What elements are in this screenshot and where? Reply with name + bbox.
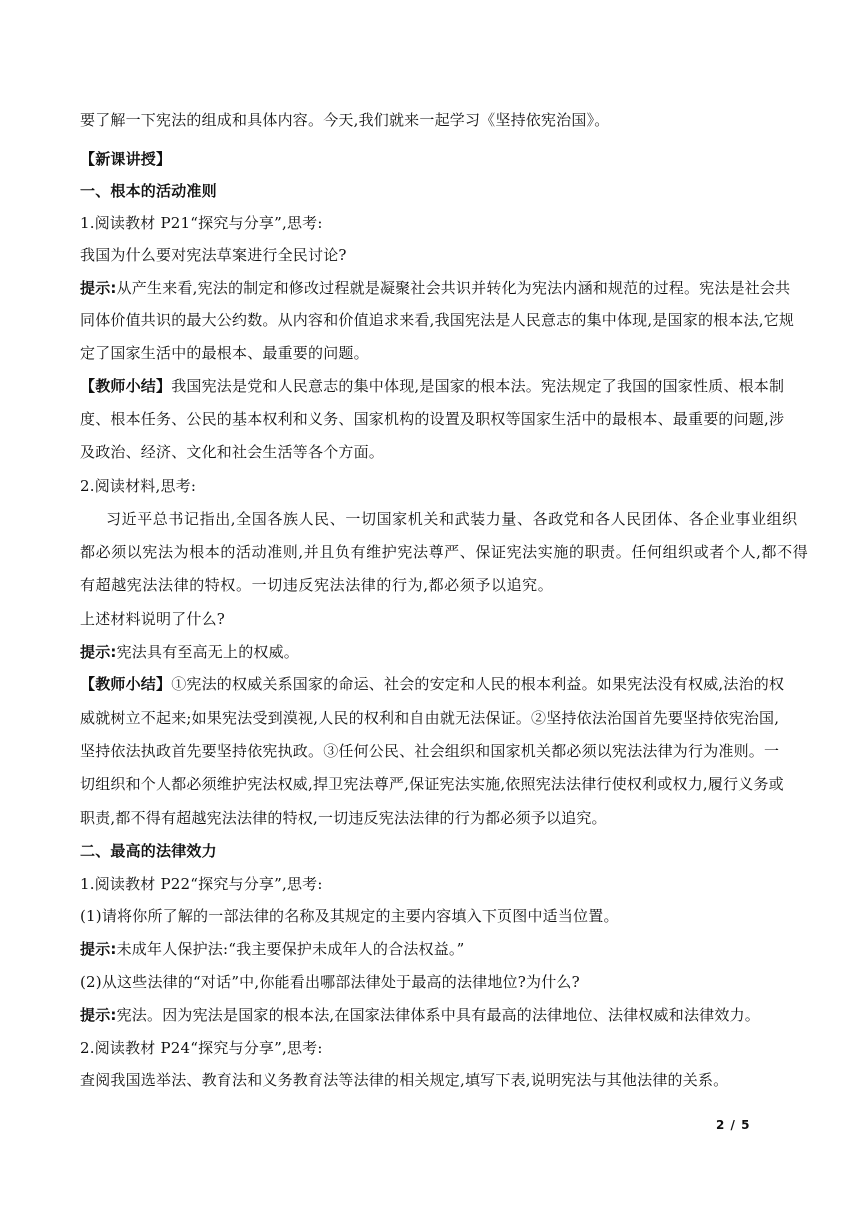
text-line — [80, 213, 780, 233]
text-line — [80, 442, 780, 462]
page-number: 2 / 5 — [716, 1118, 751, 1132]
line-text: 习近平总书记指出,全国各族人民、一切国家机关和武装力量、各政党和各人民团体、各企业事业组织 — [106, 510, 798, 528]
line-text: 宪法。因为宪法是国家的根本法,在国家法律体系中具有最高的法律地位、法律权威和法律效力。 — [116, 1006, 760, 1024]
text-line — [80, 642, 780, 662]
text-line — [80, 1038, 780, 1058]
text-line — [80, 1005, 780, 1025]
line-text: 宪法具有至高无上的权威。 — [116, 643, 300, 661]
line-text: 上述材料说明了什么? — [80, 610, 226, 628]
text-line — [80, 708, 780, 728]
bold-label: 【新课讲授】 — [80, 150, 172, 168]
bold-label: 提示: — [80, 940, 117, 958]
line-text: 定了国家生活中的最根本、最重要的问题。 — [80, 344, 369, 362]
line-text: 2.阅读教材 P24“探究与分享”,思考: — [80, 1039, 323, 1057]
line-text: 2.阅读材料,思考: — [80, 477, 197, 495]
line-text: 坚持依法执政首先要坚持依宪执政。③任何公民、社会组织和国家机关都必须以宪法法律为行为准则。一 — [80, 742, 780, 760]
text-line — [80, 906, 780, 926]
text-line — [80, 609, 780, 629]
line-text: 要了解一下宪法的组成和具体内容。今天,我们就来一起学习《坚持依宪治国》。 — [80, 111, 610, 129]
line-text: 都必须以宪法为根本的活动准则,并且负有维护宪法尊严、保证宪法实施的职责。任何组织或者个人,都不得 — [80, 543, 809, 561]
text-line — [80, 245, 780, 265]
bold-label: 提示: — [80, 1006, 117, 1024]
line-text: 职责,都不得有超越宪法法律的特权,一切违反宪法法律的行为都必须予以追究。 — [80, 809, 607, 827]
text-line — [80, 741, 780, 761]
text-line — [80, 1070, 780, 1090]
text-line — [80, 808, 780, 828]
text-line — [80, 874, 780, 894]
text-line — [80, 841, 780, 861]
text-line — [80, 149, 780, 169]
text-line — [106, 509, 806, 529]
line-text: 未成年人保护法:“我主要保护未成年人的合法权益。” — [116, 940, 465, 958]
line-text: 切组织和个人都必须维护宪法权威,捍卫宪法尊严,保证宪法实施,依照宪法法律行使权利或权力,履行义务或 — [80, 775, 784, 793]
bold-label: 提示: — [80, 279, 117, 297]
line-text: 有超越宪法法律的特权。一切违反宪法法律的行为,都必须予以追究。 — [80, 576, 554, 594]
line-text: 我国宪法是党和人民意志的集中体现,是国家的根本法。宪法规定了我国的国家性质、根本制 — [171, 377, 785, 395]
text-line — [80, 476, 780, 496]
text-line — [80, 310, 795, 330]
text-line — [80, 110, 780, 130]
line-text: (2)从这些法律的“对话”中,你能看出哪部法律处于最高的法律地位?为什么? — [80, 973, 580, 991]
bold-label: 一、根本的活动准则 — [80, 182, 217, 200]
line-text: 威就树立不起来;如果宪法受到漠视,人民的权利和自由就无法保证。②坚持依法治国首先要坚持依宪治国, — [80, 709, 780, 727]
line-text: 1.阅读教材 P22“探究与分享”,思考: — [80, 875, 323, 893]
line-text: ①宪法的权威关系国家的命运、社会的安定和人民的根本利益。如果宪法没有权威,法治的权 — [171, 675, 785, 693]
line-text: 从产生来看,宪法的制定和修改过程就是凝聚社会共识并转化为宪法内涵和规范的过程。宪法是社会共 — [116, 279, 791, 297]
bold-label: 【教师小结】 — [80, 675, 172, 693]
text-line — [80, 972, 780, 992]
text-line — [80, 278, 791, 298]
bold-label: 【教师小结】 — [80, 377, 172, 395]
line-text: 1.阅读教材 P21“探究与分享”,思考: — [80, 214, 323, 232]
line-text: 同体价值共识的最大公约数。从内容和价值追求来看,我国宪法是人民意志的集中体现,是国家的根本法,它规 — [80, 311, 795, 329]
line-text: (1)请将你所了解的一部法律的名称及其规定的主要内容填入下页图中适当位置。 — [80, 907, 619, 925]
text-line — [80, 376, 785, 396]
bold-label: 二、最高的法律效力 — [80, 842, 217, 860]
line-text: 我国为什么要对宪法草案进行全民讨论? — [80, 246, 347, 264]
text-line — [80, 409, 785, 429]
text-line — [80, 674, 785, 694]
text-line — [80, 774, 784, 794]
text-line — [80, 343, 780, 363]
line-text: 及政治、经济、文化和社会生活等各个方面。 — [80, 443, 385, 461]
text-line — [80, 575, 780, 595]
text-line — [80, 542, 809, 562]
line-text: 度、根本任务、公民的基本权利和义务、国家机构的设置及职权等国家生活中的最根本、最重要的问题,涉 — [80, 410, 785, 428]
bold-label: 提示: — [80, 643, 117, 661]
text-line — [80, 939, 780, 959]
line-text: 查阅我国选举法、教育法和义务教育法等法律的相关规定,填写下表,说明宪法与其他法律的关系。 — [80, 1071, 729, 1089]
text-line — [80, 181, 780, 201]
